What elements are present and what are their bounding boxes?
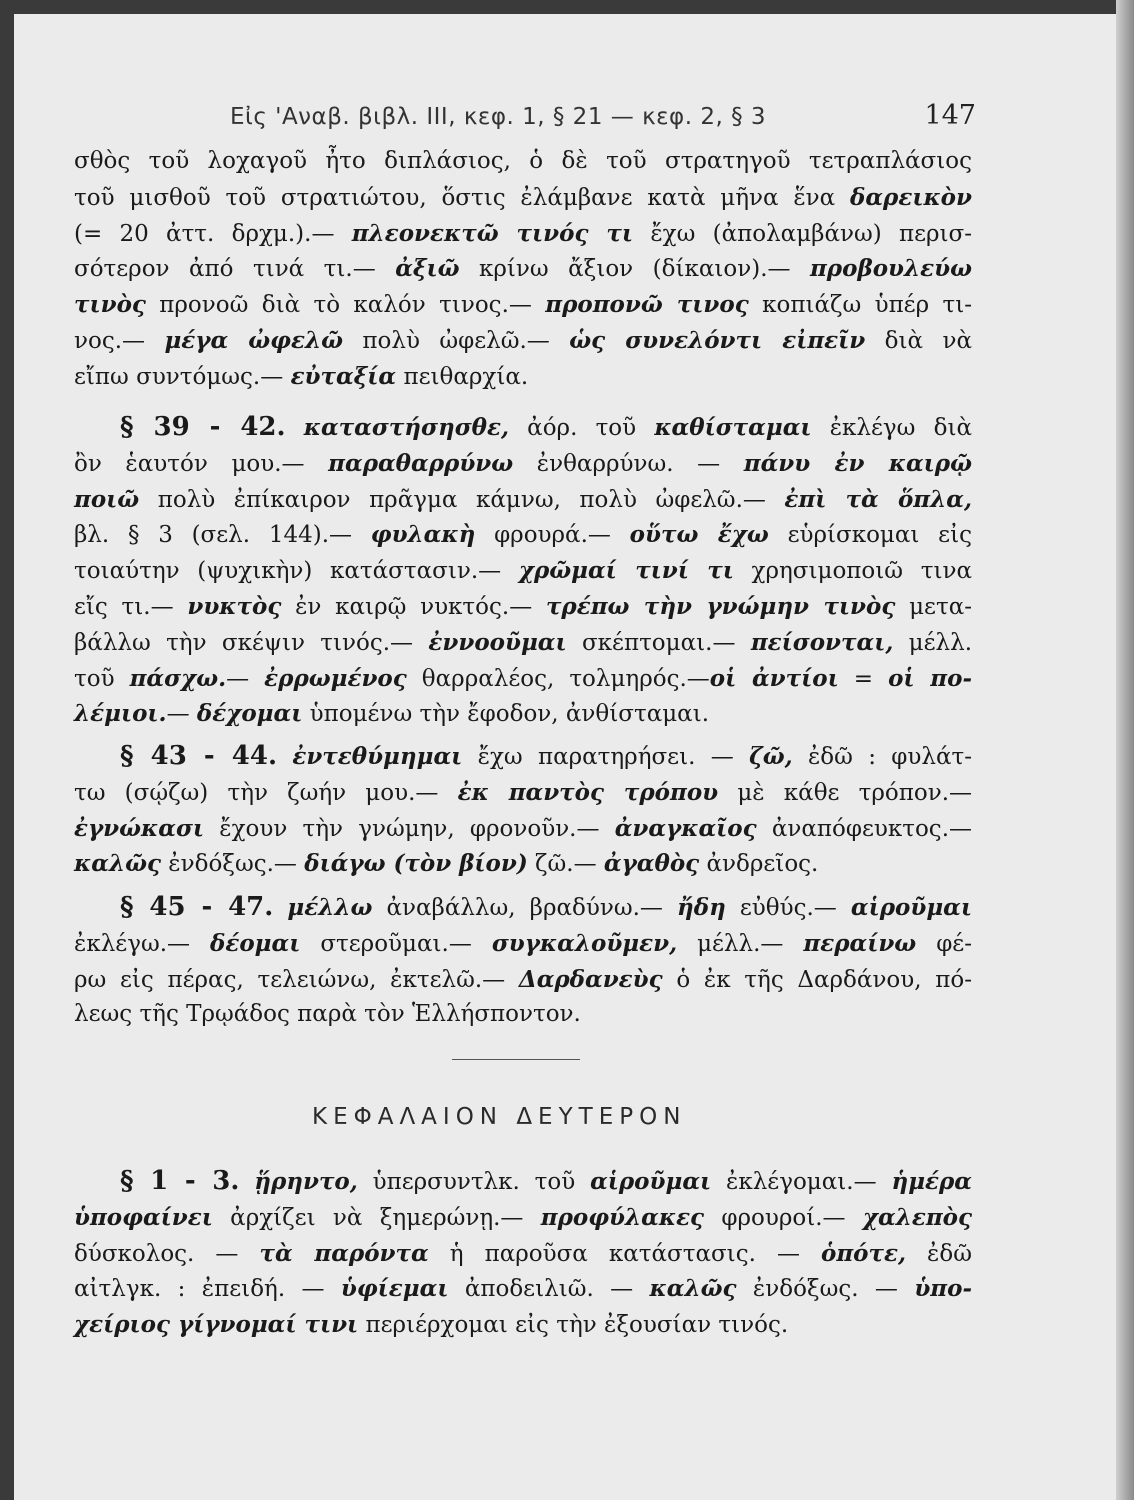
text-line: [74, 926, 972, 962]
glossary-term: δαρεικὸν: [850, 183, 972, 211]
glossary-term: φυλακὴ: [370, 521, 476, 549]
glossary-term: ζῶ,: [749, 743, 793, 770]
glossary-term: μέλλω: [287, 894, 373, 921]
glossary-term: ἡμέρα: [891, 1168, 973, 1195]
text-line: [74, 287, 972, 323]
glossary-term: τινὸς: [74, 291, 146, 319]
gloss-text: ἐκλέγομαι.—: [711, 1169, 892, 1195]
glossary-term: ᾕρηντο,: [254, 1168, 358, 1195]
glossary-term: καλῶς: [74, 850, 161, 878]
text-line: [74, 410, 972, 446]
gloss-text: ὁ ἐκ τῆς Δαρδάνου, πό-: [662, 966, 972, 993]
glossary-term: ὁπότε,: [821, 1239, 906, 1267]
section-number: § 45 - 47.: [120, 892, 274, 922]
gloss-text: [277, 744, 292, 770]
glossary-term: πάνυ ἐν καιρῷ: [743, 449, 972, 477]
gloss-text: δύσκολος. —: [74, 1240, 260, 1267]
text-line: [74, 482, 972, 518]
glossary-term: ὑφίεμαι: [340, 1275, 449, 1303]
gloss-text: (= 20 ἀττ. δρχμ.).—: [74, 220, 352, 247]
gloss-text: εὐθύς.—: [725, 895, 851, 921]
gloss-text: τοιαύτην (ψυχικὴν) κατάστασιν.—: [74, 558, 519, 585]
glossary-term: ἐπὶ τὰ ὅπλα,: [784, 485, 972, 513]
gloss-text: μέλλ.: [893, 629, 973, 656]
glossary-term: συγκαλοῦμεν,: [491, 929, 678, 957]
text-line: [74, 739, 972, 775]
book-page: [14, 14, 1116, 1500]
glossary-term: πείσονται,: [750, 628, 894, 656]
glossary-term: αἱροῦμαι: [850, 894, 972, 921]
glossary-term: ἀξιῶ: [395, 255, 460, 283]
gloss-text: ἐδῶ : φυλάτ-: [792, 744, 972, 770]
glossary-term: πάσχω.: [129, 664, 227, 692]
glossary-term: μέγα ὠφελῶ: [164, 326, 343, 354]
text-line: [74, 696, 972, 732]
gloss-text: ἀποδειλιῶ. —: [448, 1276, 650, 1303]
gloss-text: ἐκλέγω.—: [74, 930, 211, 957]
gloss-text: ἐνδόξως. —: [736, 1276, 915, 1303]
glossary-term: τρέπω τὴν γνώμην τινὸς: [545, 592, 896, 620]
glossary-term: ἀγαθὸς: [603, 850, 700, 878]
gloss-text: θαρραλέος, τολμηρός.—: [406, 665, 710, 692]
gloss-text: ἔχω παρατηρήσει. —: [462, 744, 750, 770]
gloss-text: σότερον ἀπό τινά τι.—: [74, 256, 396, 283]
glossary-term: ἐρρωμένος: [264, 664, 407, 692]
section-divider: [452, 1059, 580, 1060]
text-line: [74, 962, 972, 998]
gloss-text: ἡ παροῦσα κατάστασις. —: [428, 1240, 821, 1267]
gloss-text: ἀόρ. τοῦ: [509, 415, 655, 441]
glossary-term: προφύλακες: [540, 1203, 705, 1231]
text-line: [74, 517, 972, 553]
glossary-term: ἐκ παντὸς τρόπου: [457, 778, 719, 806]
gloss-text: μετα-: [895, 593, 972, 620]
text-line: [74, 589, 972, 625]
gloss-text: πολὺ ἐπίκαιρον πρᾶγμα κάμνω, πολὺ ὠφελῶ.—: [139, 486, 785, 513]
glossary-term: ἐντεθύμημαι: [292, 743, 463, 770]
gloss-text: σκέπτομαι.—: [566, 629, 751, 656]
glossary-term: διάγω (τὸν βίον): [304, 850, 528, 878]
glossary-term: καθίσταμαι: [654, 414, 812, 441]
gloss-text: ἐνδόξως.—: [160, 851, 305, 878]
glossary-term: ποιῶ: [74, 485, 140, 513]
gloss-text: ὑπομένω τὴν ἔφοδον, ἀνθίσταμαι.: [302, 701, 710, 728]
glossary-term: καλῶς: [649, 1275, 737, 1303]
text-line: [74, 890, 972, 926]
gloss-text: στεροῦμαι.—: [300, 930, 492, 957]
text-line: [74, 553, 972, 589]
gloss-text: ἀναπόφευκτος.—: [756, 815, 972, 842]
glossary-term: λέμιοι.: [74, 700, 167, 728]
gloss-text: χρησιμοποιῶ τινα: [733, 558, 972, 585]
section-number: § 43 - 44.: [120, 741, 278, 771]
glossary-term: αἱροῦμαι: [590, 1168, 712, 1195]
glossary-term: ἀναγκαῖος: [614, 814, 757, 842]
gloss-text: ὑπερσυντλκ. τοῦ: [357, 1169, 591, 1195]
gloss-text: ρω εἰς πέρας, τελειώνω, ἐκτελῶ.—: [74, 966, 519, 993]
gloss-text: [273, 895, 287, 921]
gloss-text: αἰτλγκ. : ἐπειδή. —: [74, 1276, 341, 1303]
glossary-term: δέομαι: [210, 929, 301, 957]
gloss-text: φρουρά.—: [475, 522, 630, 549]
glossary-term: ἐννοοῦμαι: [428, 628, 567, 656]
gloss-text: ἀνδρεῖος.: [699, 851, 819, 878]
glossary-term: νυκτὸς: [187, 592, 282, 620]
gloss-text: εὑρίσκομαι εἰς: [768, 522, 972, 549]
chapter-heading: ΚΕΦΑΛΑΙΟΝ ΔΕΥΤΕΡΟΝ: [312, 1104, 687, 1130]
running-title: Εἰς 'Αναβ. βιβλ. III, κεφ. 1, § 21 — κεφ. 2, § 3: [230, 104, 767, 130]
section-number: § 1 - 3.: [120, 1166, 240, 1196]
glossary-term: ἐγνώκασι: [74, 814, 205, 842]
glossary-term: χρῶμαί τινί τι: [518, 557, 734, 585]
gloss-text: κρίνω ἄξιον (δίκαιον).—: [459, 256, 810, 283]
gloss-text: =: [838, 665, 889, 692]
gloss-text: διὰ νὰ: [865, 327, 972, 354]
glossary-term: περαίνω: [803, 929, 917, 957]
glossary-term: προπονῶ τινος: [545, 291, 749, 319]
text-line: [74, 1236, 972, 1272]
glossary-term: Δαρδανεὺς: [518, 965, 663, 993]
paragraph-39-42: [74, 410, 972, 732]
gloss-text: —: [226, 665, 265, 692]
text-line: [74, 846, 972, 882]
section-number: § 39 - 42.: [120, 412, 286, 442]
text-line: [74, 775, 972, 811]
running-header: [230, 90, 976, 130]
glossary-term: εὐταξία: [290, 362, 397, 390]
text-line: [74, 323, 972, 359]
paragraph-continuation: [74, 144, 972, 395]
text-line: [74, 251, 972, 287]
text-line: [74, 1164, 972, 1200]
gloss-text: τοῦ: [74, 665, 130, 692]
gloss-text: —: [166, 701, 197, 728]
gloss-text: [239, 1169, 254, 1195]
gloss-text: λεως τῆς Τρῳάδος παρὰ τὸν Ἑλλήσποντον.: [74, 1001, 581, 1028]
text-line: [74, 180, 972, 216]
glossary-term: ἤδη: [677, 894, 726, 921]
gloss-text: μέλλ.—: [677, 930, 804, 957]
glossary-term: οὕτω ἔχω: [629, 521, 769, 549]
gloss-text: ἔχουν τὴν γνώμην, φρονοῦν.—: [204, 815, 615, 842]
glossary-term: ὑποφαίνει: [74, 1203, 213, 1231]
gloss-text: τοῦ μισθοῦ τοῦ στρατιώτου, ὅστις ἐλάμβανε κατὰ μῆνα ἕνα: [74, 184, 850, 211]
text-line: [74, 997, 972, 1033]
gloss-text: σθὸς τοῦ λοχαγοῦ ἦτο διπλάσιος, ὁ δὲ τοῦ στρατηγοῦ τετραπλάσιος: [74, 148, 972, 174]
gloss-text: μὲ κάθε τρόπον.—: [718, 779, 973, 806]
paragraph-1-3: [74, 1164, 972, 1343]
text-line: [74, 359, 972, 395]
gloss-text: βλ. § 3 (σελ. 144).—: [74, 522, 371, 549]
gloss-text: πολὺ ὠφελῶ.—: [343, 327, 570, 354]
paragraph-43-44: [74, 739, 972, 882]
gloss-text: ἀρχίζει νὰ ξημερώνῃ.—: [212, 1204, 541, 1231]
gloss-text: ἐνθαρρύνω. —: [513, 450, 744, 477]
glossary-term: οἱ ἀντίοι: [709, 664, 839, 692]
gloss-text: ἔχω (ἀπολαμβάνω) περισ-: [633, 220, 973, 247]
gloss-text: ὂν ἑαυτόν μου.—: [74, 450, 329, 477]
text-line: [74, 1307, 972, 1343]
text-line: [74, 446, 972, 482]
gloss-text: περιέρχομαι εἰς τὴν ἐξουσίαν τινός.: [358, 1312, 789, 1339]
glossary-term: καταστήσησθε,: [303, 414, 509, 441]
gloss-text: ἀναβάλλω, βραδύνω.—: [372, 895, 677, 921]
gloss-text: ἐδῶ: [905, 1240, 972, 1267]
glossary-term: οἱ πο-: [888, 664, 972, 692]
gloss-text: εἴπω συντόμως.—: [74, 363, 291, 390]
paragraph-45-47: [74, 890, 972, 1033]
glossary-term: ὡς συνελόντι εἰπεῖν: [569, 326, 866, 354]
gloss-text: φρουροί.—: [704, 1204, 863, 1231]
glossary-term: χείριος γίγνομαί τινι: [74, 1311, 359, 1339]
glossary-term: ὑπο-: [914, 1275, 972, 1303]
page-edge-shadow: [1116, 0, 1134, 1500]
text-line: [74, 1200, 972, 1236]
glossary-term: τὰ παρόντα: [259, 1239, 429, 1267]
gloss-text: [286, 415, 304, 441]
gloss-text: φέ-: [916, 930, 972, 957]
text-line: [74, 216, 972, 252]
glossary-term: πλεονεκτῶ τινός τι: [351, 219, 634, 247]
glossary-term: δέχομαι: [196, 700, 303, 728]
gloss-text: προνοῶ διὰ τὸ καλόν τινος.—: [145, 292, 546, 319]
gloss-text: ἐν καιρῷ νυκτός.—: [281, 593, 546, 620]
gloss-text: βάλλω τὴν σκέψιν τινός.—: [74, 629, 429, 656]
glossary-term: παραθαρρύνω: [328, 449, 514, 477]
text-line: [74, 661, 972, 697]
glossary-term: χαλεπὸς: [862, 1203, 973, 1231]
page-number: 147: [924, 100, 976, 131]
gloss-text: τω (σῴζω) τὴν ζωήν μου.—: [74, 779, 458, 806]
gloss-text: ἐκλέγω διὰ: [811, 415, 972, 441]
gloss-text: εἴς τι.—: [74, 593, 188, 620]
text-line: [74, 811, 972, 847]
glossary-term: προβουλεύω: [809, 255, 972, 283]
gloss-text: κοπιάζω ὑπέρ τι-: [748, 292, 972, 319]
text-line: [74, 144, 972, 180]
gloss-text: νος.—: [74, 327, 165, 354]
text-line: [74, 625, 972, 661]
gloss-text: ζῶ.—: [527, 851, 604, 878]
text-line: [74, 1271, 972, 1307]
gloss-text: πειθαρχία.: [396, 363, 529, 390]
